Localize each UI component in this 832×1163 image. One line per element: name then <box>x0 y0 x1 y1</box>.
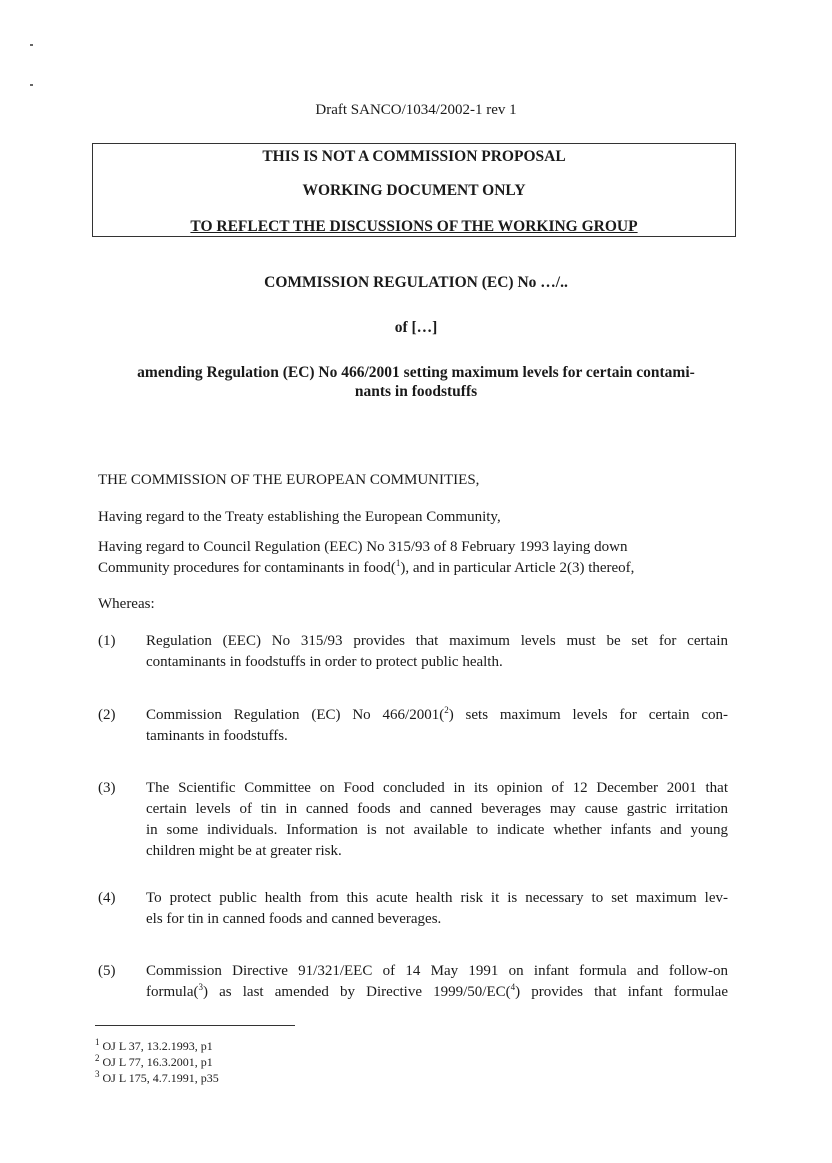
council-citation-line-1: Having regard to Council Regulation (EEC) No 315/93 of 8 February 1993 laying down <box>98 539 628 555</box>
recital-text <box>146 631 728 673</box>
recital-text <box>146 961 728 1003</box>
regulation-title: COMMISSION REGULATION (EC) No …/.. <box>264 274 568 291</box>
footnote-mark: 2 <box>95 1053 100 1063</box>
notice-line-2: WORKING DOCUMENT ONLY <box>302 182 526 199</box>
recital-text <box>146 888 728 930</box>
recital-line <box>146 982 728 1003</box>
regulation-date: of […] <box>394 319 438 336</box>
footnote <box>95 1055 213 1070</box>
footnote-text: OJ L 37, 13.2.1993, p1 <box>102 1039 213 1053</box>
council-citation-text-a: Community procedures for contaminants in food( <box>98 560 396 576</box>
footnote-text: OJ L 175, 4.7.1991, p35 <box>102 1071 219 1085</box>
recital-text-b: ) sets maximum levels for certain con- <box>448 707 729 723</box>
footnote <box>95 1039 213 1054</box>
regulation-subject-line-2: nants in foodstuffs <box>354 383 478 400</box>
footnote-ref-2: 2 <box>444 705 449 715</box>
notice-box <box>92 143 736 237</box>
council-citation-line-2 <box>98 558 728 579</box>
recital-number: (3) <box>98 780 116 796</box>
recital-number: (5) <box>98 963 116 979</box>
recital-text-a: formula( <box>146 984 199 1000</box>
footnote-ref-4: 4 <box>510 982 516 992</box>
regulation-subject-line-1: amending Regulation (EC) No 466/2001 setting maximum levels for certain contami- <box>137 364 695 381</box>
recital-text-b: ) as last amended by Directive 1999/50/EC( <box>202 984 511 1000</box>
scan-speck <box>30 44 33 46</box>
council-citation-text-b: ), and in particular Article 2(3) thereof, <box>400 560 635 576</box>
recital-line: Commission Directive 91/321/EEC of 14 May 1991 on infant formula and follow-on <box>146 963 728 979</box>
recital-line: To protect public health from this acute health risk it is necessary to set maximum lev- <box>146 890 728 906</box>
footnote-mark: 3 <box>95 1069 100 1079</box>
recital-text <box>146 778 728 862</box>
notice-line-3: TO REFLECT THE DISCUSSIONS OF THE WORKING GROUP <box>190 218 638 235</box>
scan-speck <box>30 84 33 86</box>
whereas-label: Whereas: <box>98 596 155 612</box>
recital-number: (1) <box>98 633 116 649</box>
footnote-text: OJ L 77, 16.3.2001, p1 <box>102 1055 213 1069</box>
recital-line: taminants in foodstuffs. <box>146 728 288 744</box>
recital-line: els for tin in canned foods and canned beverages. <box>146 911 442 927</box>
issuer-line: THE COMMISSION OF THE EUROPEAN COMMUNITIES, <box>98 472 480 488</box>
footnote-ref-1: 1 <box>395 558 401 568</box>
footnote-ref-3: 3 <box>198 982 203 992</box>
footnote-separator <box>95 1025 295 1026</box>
council-citation <box>98 537 728 579</box>
notice-line-1: THIS IS NOT A COMMISSION PROPOSAL <box>262 148 566 165</box>
footnote-mark: 1 <box>95 1037 100 1047</box>
recital-line: contaminants in foodstuffs in order to protect public health. <box>146 654 503 670</box>
recital-line <box>146 705 728 726</box>
treaty-citation: Having regard to the Treaty establishing the European Community, <box>98 509 501 525</box>
recital-line: The Scientific Committee on Food concluded in its opinion of 12 December 2001 that <box>146 780 728 796</box>
recital-number: (4) <box>98 890 116 906</box>
recital-number: (2) <box>98 707 116 723</box>
document-reference: Draft SANCO/1034/2002-1 rev 1 <box>315 102 517 118</box>
recital-line: Regulation (EEC) No 315/93 provides that maximum levels must be set for certain <box>146 633 728 649</box>
recital-line: children might be at greater risk. <box>146 843 342 859</box>
recital-text-a: Commission Regulation (EC) No 466/2001( <box>146 707 445 723</box>
recital-line: certain levels of tin in canned foods and canned beverages may cause gastric irritation <box>146 801 728 817</box>
footnote <box>95 1071 219 1086</box>
recital-line: in some individuals. Information is not available to indicate whether infants and young <box>146 822 728 838</box>
recital-text-c: ) provides that infant formulae <box>515 984 729 1000</box>
recital-text <box>146 705 728 747</box>
